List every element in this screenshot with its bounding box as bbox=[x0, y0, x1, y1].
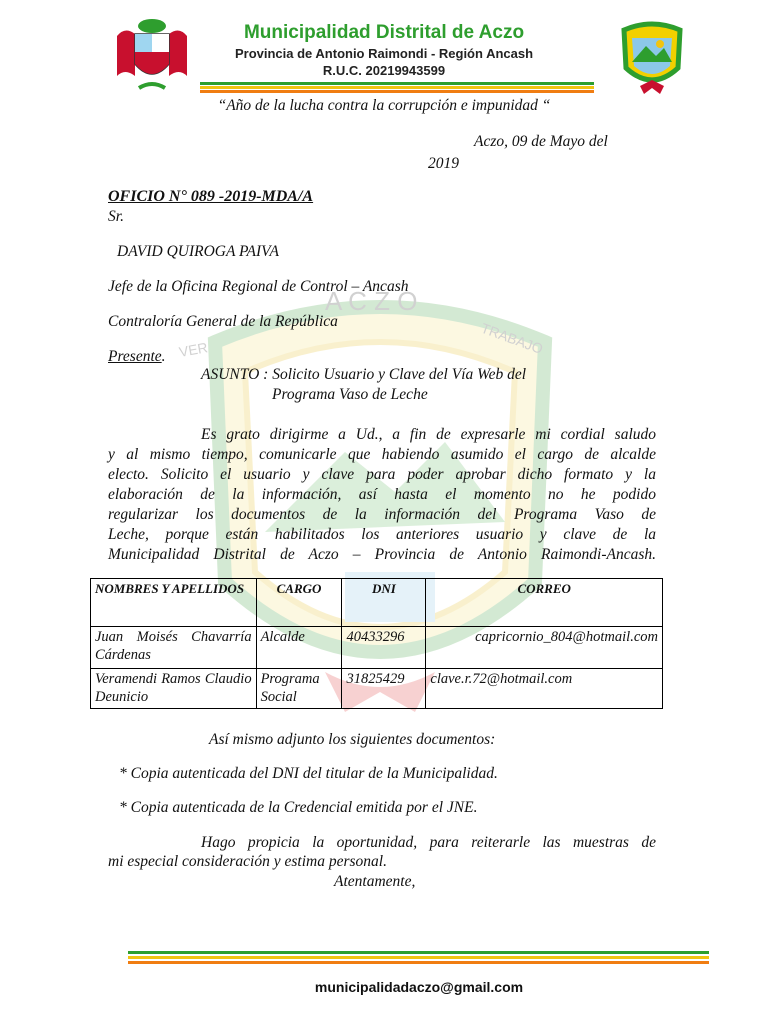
cell-dni: 31825429 bbox=[342, 669, 426, 709]
recipient-name: DAVID QUIROGA PAIVA bbox=[117, 243, 279, 260]
year-motto: “Año de la lucha contra la corrupción e impunidad “ bbox=[217, 97, 551, 114]
asunto-line-1 bbox=[201, 366, 656, 384]
asunto-text-1: : Solicito Usuario y Clave del Vía Web del bbox=[263, 366, 527, 383]
municipality-province: Provincia de Antonio Raimondi - Región Ancash bbox=[234, 46, 534, 61]
body-line-3: electo. Solicito el usuario y clave para poder aprobar dicho formato y la bbox=[108, 466, 656, 483]
closing-line-2: mi especial consideración y estima personal. bbox=[108, 853, 387, 870]
salutation: Sr. bbox=[108, 208, 124, 225]
asunto-line-2: Programa Vaso de Leche bbox=[272, 386, 428, 403]
body-line-1: Es grato dirigirme a Ud., a fin de expresarle mi cordial saludo bbox=[201, 426, 656, 443]
cell-correo: clave.r.72@hotmail.com bbox=[426, 669, 663, 709]
cell-nombre: Veramendi Ramos Claudio Deunicio bbox=[91, 669, 257, 709]
recipient-title: Jefe de la Oficina Regional de Control – Ancash bbox=[108, 278, 409, 295]
header-cargo: CARGO bbox=[256, 579, 342, 627]
cell-correo: capricornio_804@hotmail.com bbox=[426, 627, 663, 669]
watermark-aczo-text: A C Z O bbox=[325, 286, 418, 316]
body-line-6: Leche, porque están habilitados los anteriores usuario y clave de la bbox=[108, 526, 656, 543]
header-correo: CORREO bbox=[426, 579, 663, 627]
asunto-label: ASUNTO bbox=[201, 366, 260, 383]
municipality-ruc: R.U.C. 20219943599 bbox=[322, 63, 446, 78]
date-line-1: Aczo, 09 de Mayo del bbox=[474, 133, 608, 150]
cell-cargo: Alcalde bbox=[256, 627, 342, 669]
watermark-trabajo-text: TRABAJO bbox=[478, 319, 546, 357]
presente-line: Presente. bbox=[108, 348, 166, 365]
adjunto-line: Así mismo adjunto los siguientes documentos: bbox=[209, 731, 496, 748]
table-row bbox=[91, 627, 663, 669]
presente-label: Presente bbox=[108, 348, 162, 365]
header-dni: DNI bbox=[342, 579, 426, 627]
footer-rule-orange bbox=[128, 961, 709, 964]
attachment-item-1: * Copia autenticada del DNI del titular de la Municipalidad. bbox=[119, 765, 498, 782]
date-line-2: 2019 bbox=[428, 155, 459, 172]
body-line-2: y al mismo tiempo, comunicarle que habiendo asumido el cargo de alcalde bbox=[108, 446, 656, 463]
closing-line-1: Hago propicia la oportunidad, para reiterarle las muestras de bbox=[201, 834, 656, 851]
cell-dni: 40433296 bbox=[342, 627, 426, 669]
table-row bbox=[91, 669, 663, 709]
header-rule-green bbox=[200, 82, 594, 85]
watermark-ver-text: VER bbox=[177, 339, 209, 360]
body-line-5: regularizar los documentos de la información del Programa Vaso de bbox=[108, 506, 656, 523]
signoff: Atentamente, bbox=[334, 873, 416, 890]
footer-rule-yellow bbox=[128, 956, 709, 959]
users-table bbox=[90, 578, 663, 709]
attachment-item-2: * Copia autenticada de la Credencial emitida por el JNE. bbox=[119, 799, 478, 816]
cell-cargo: Programa Social bbox=[256, 669, 342, 709]
header-nombres: NOMBRES Y APELLIDOS bbox=[91, 579, 257, 627]
header-rule-orange bbox=[200, 90, 594, 93]
body-line-7: Municipalidad Distrital de Aczo – Provincia de Antonio Raimondi-Ancash. bbox=[108, 546, 656, 563]
cell-nombre: Juan Moisés Chavarría Cárdenas bbox=[91, 627, 257, 669]
municipality-title: Municipalidad Distrital de Aczo bbox=[243, 22, 525, 43]
header-rule-yellow bbox=[200, 86, 594, 89]
recipient-organization: Contraloría General de la República bbox=[108, 313, 338, 330]
body-line-4: elaboración de la información, así hasta el momento no he podido bbox=[108, 486, 656, 503]
footer-rule-green bbox=[128, 951, 709, 954]
table-header-row bbox=[91, 579, 663, 627]
oficio-number: OFICIO N° 089 -2019-MDA/A bbox=[108, 188, 314, 205]
footer-email[interactable]: municipalidadaczo@gmail.com bbox=[314, 979, 524, 995]
